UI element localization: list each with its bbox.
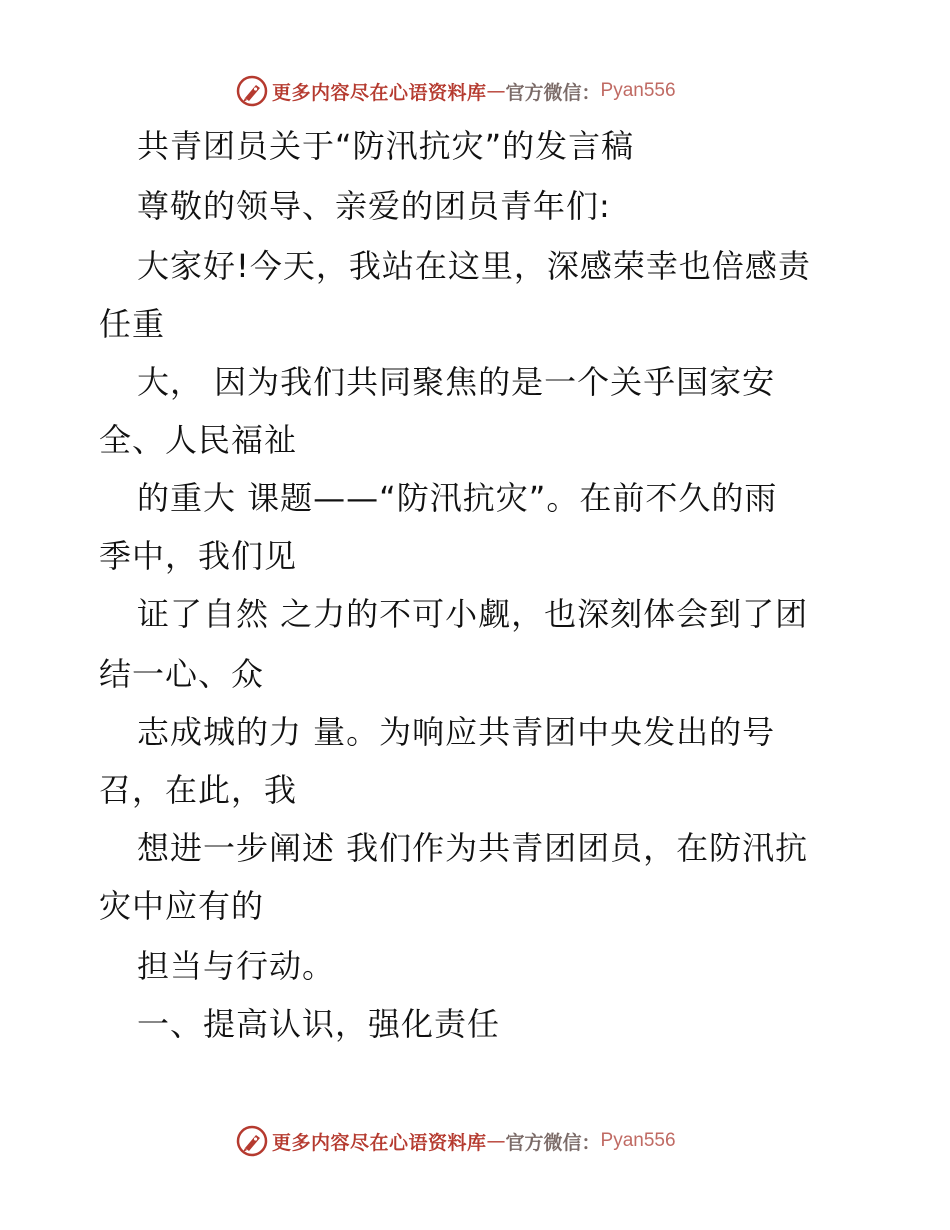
pen-nib-icon	[236, 1125, 268, 1157]
header-watermark-banner	[236, 74, 676, 108]
paragraph-line: 灾中应有的	[99, 887, 265, 925]
banner-wechat-id: Pyan556	[600, 80, 676, 101]
paragraph-line: 大家好!今天，我站在这里，深感荣幸也倍感责	[137, 247, 811, 285]
paragraph-line: 志成城的力 量。为响应共青团中央发出的号	[137, 713, 776, 751]
banner-text: 更多内容尽在心语资料库	[272, 1131, 487, 1154]
paragraph-line: 全、人民福祉	[99, 421, 298, 459]
paragraph-line: 想进一步阐述 我们作为共青团团员，在防汛抗	[137, 829, 809, 867]
section-heading: 一、提高认识，强化责任	[137, 1005, 501, 1043]
paragraph-line: 结一心、众	[99, 655, 265, 693]
banner-dash: —	[486, 1130, 506, 1152]
banner-wechat-id: Pyan556	[600, 1130, 676, 1151]
banner-dash: —	[486, 80, 506, 102]
paragraph-line: 大， 因为我们共同聚焦的是一个关乎国家安	[137, 363, 776, 401]
banner-wechat-label: 官方微信：	[505, 1131, 601, 1154]
document-title: 共青团员关于“防汛抗灾”的发言稿	[137, 127, 635, 165]
paragraph-line: 召，在此，我	[99, 771, 298, 809]
salutation: 尊敬的领导、亲爱的团员青年们:	[137, 187, 611, 225]
footer-watermark-banner	[236, 1124, 676, 1158]
paragraph-line: 季中，我们见	[99, 537, 298, 575]
banner-text: 更多内容尽在心语资料库	[272, 81, 487, 104]
paragraph-line: 担当与行动。	[137, 947, 336, 985]
pen-nib-icon	[236, 75, 268, 107]
paragraph-line: 证了自然 之力的不可小觑，也深刻体会到了团	[137, 595, 809, 633]
paragraph-line: 任重	[99, 305, 166, 343]
banner-wechat-label: 官方微信：	[505, 81, 601, 104]
paragraph-line: 的重大 课题——“防汛抗灾”。在前不久的雨	[137, 479, 778, 517]
